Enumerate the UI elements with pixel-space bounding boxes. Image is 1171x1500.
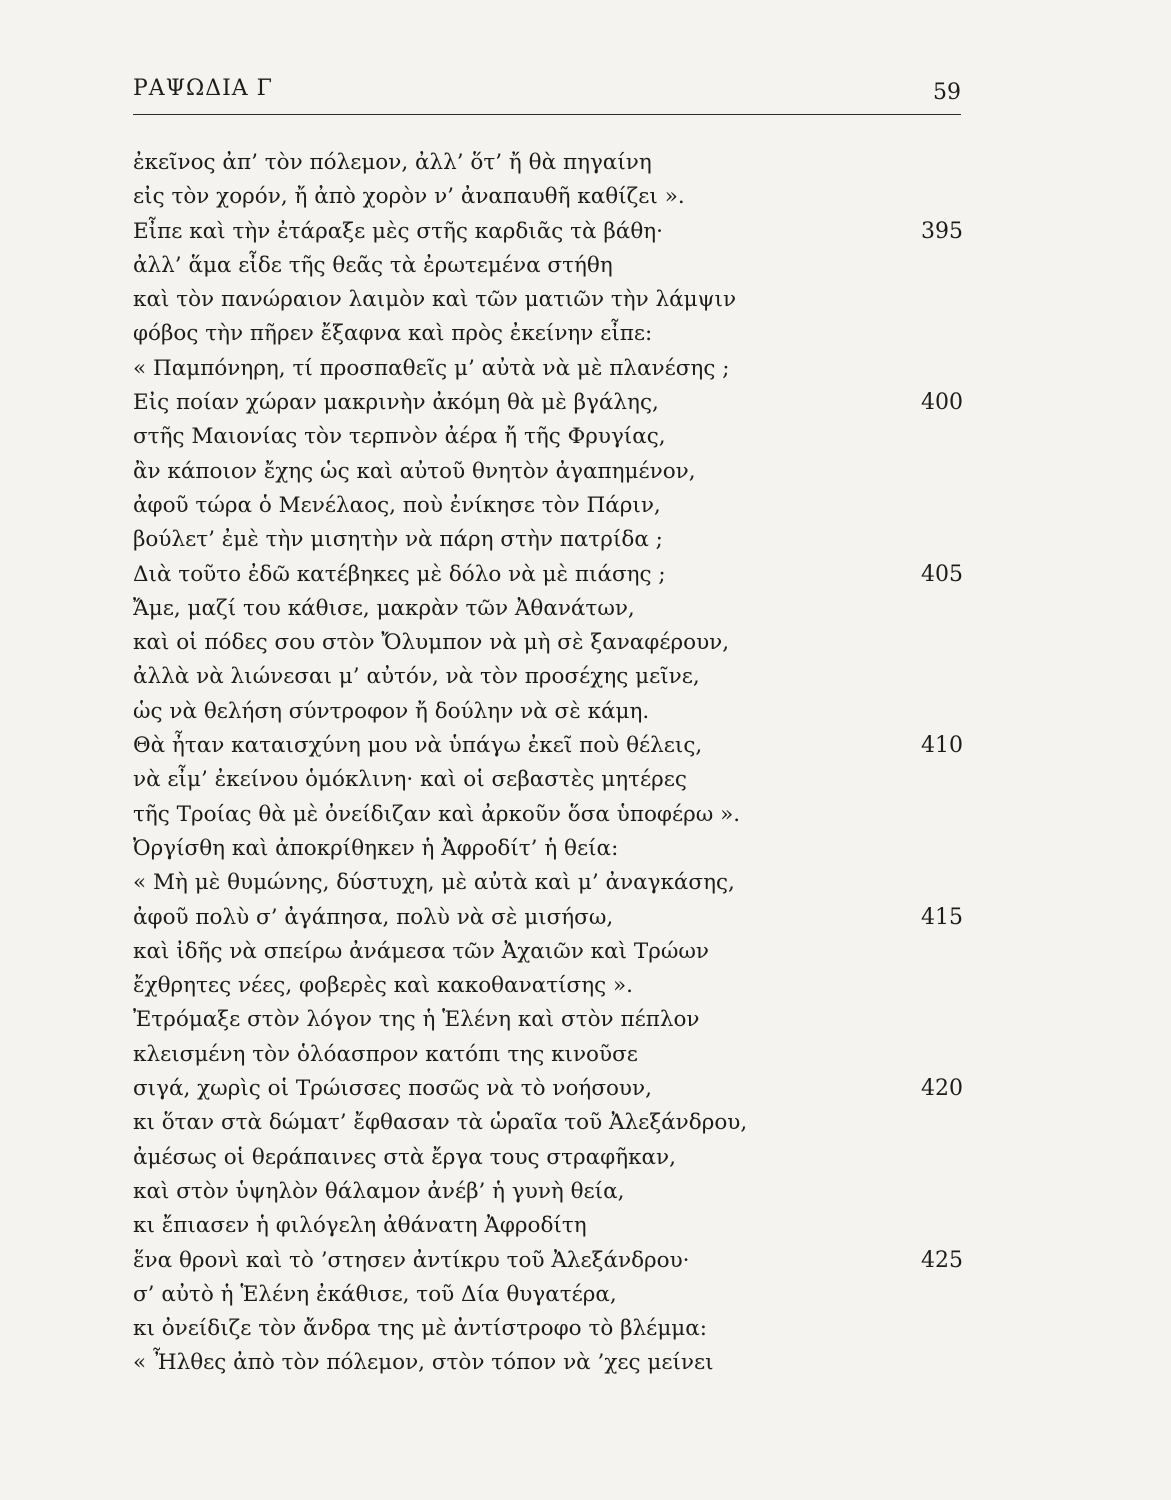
verse-line bbox=[133, 1312, 963, 1346]
verse-line bbox=[133, 832, 963, 866]
verse-line bbox=[133, 592, 963, 626]
verse-text: ἀλλ’ ἅμα εἶδε τῆς θεᾶς τὰ ἐρωτεμένα στήθη bbox=[133, 252, 613, 278]
verse-block bbox=[133, 146, 963, 1381]
verse-line bbox=[133, 969, 963, 1003]
verse-text: ἀφοῦ τώρα ὁ Μενέλαος, ποὺ ἐνίκησε τὸν Πάριν, bbox=[133, 492, 661, 518]
verse-text: Ἄμε, μαζί του κάθισε, μακρὰν τῶν Ἀθανάτων, bbox=[133, 595, 635, 621]
verse-text: ἀμέσως οἱ θεράπαινες στὰ ἔργα τους στραφῆκαν, bbox=[133, 1144, 676, 1170]
verse-text: κι ἔπιασεν ἡ φιλόγελη ἀθάνατη Ἀφροδίτη bbox=[133, 1213, 587, 1239]
line-number: 415 bbox=[921, 904, 963, 930]
verse-text: νὰ εἶμ’ ἐκείνου ὁμόκλινη· καὶ οἱ σεβαστὲς μητέρες bbox=[133, 767, 687, 793]
verse-line bbox=[133, 420, 963, 454]
verse-line bbox=[133, 1003, 963, 1037]
verse-line bbox=[133, 1072, 963, 1106]
verse-line bbox=[133, 180, 963, 214]
verse-line bbox=[133, 866, 963, 900]
verse-text: βούλετ’ ἐμὲ τὴν μισητὴν νὰ πάρη στὴν πατρίδα ; bbox=[133, 527, 663, 553]
verse-text: Ὀργίσθη καὶ ἀποκρίθηκεν ἡ Ἀφροδίτ’ ἡ θεία: bbox=[133, 835, 619, 861]
verse-line bbox=[133, 1141, 963, 1175]
verse-line bbox=[133, 249, 963, 283]
verse-text: ἔχθρητες νέες, φοβερὲς καὶ κακοθανατίσης ». bbox=[133, 973, 633, 999]
verse-text: Διὰ τοῦτο ἐδῶ κατέβηκες μὲ δόλο νὰ μὲ πιάσης ; bbox=[133, 561, 666, 587]
verse-text: κλεισμένη τὸν ὁλόασπρον κατόπι της κινοῦσε bbox=[133, 1041, 638, 1067]
verse-text: σιγά, χωρὶς οἱ Τρώισσες ποσῶς νὰ τὸ νοήσουν, bbox=[133, 1076, 652, 1102]
verse-text: τῆς Τροίας θὰ μὲ ὀνείδιζαν καὶ ἀρκοῦν ὅσα ὑποφέρω ». bbox=[133, 801, 741, 827]
verse-text: σ’ αὐτὸ ἡ Ἑλένη ἐκάθισε, τοῦ Δία θυγατέρα, bbox=[133, 1281, 617, 1307]
verse-line bbox=[133, 901, 963, 935]
verse-line bbox=[133, 352, 963, 386]
page-header bbox=[133, 70, 961, 115]
verse-line bbox=[133, 146, 963, 180]
verse-line bbox=[133, 1346, 963, 1380]
verse-text: Ἐτρόμαξε στὸν λόγον της ἡ Ἑλένη καὶ στὸν πέπλον bbox=[133, 1007, 700, 1033]
verse-text: καὶ ἰδῆς νὰ σπείρω ἀνάμεσα τῶν Ἀχαιῶν καὶ Τρώων bbox=[133, 938, 710, 964]
verse-line bbox=[133, 558, 963, 592]
verse-line bbox=[133, 763, 963, 797]
verse-text: καὶ τὸν πανώραιον λαιμὸν καὶ τῶν ματιῶν τὴν λάμψιν bbox=[133, 287, 737, 313]
verse-line bbox=[133, 798, 963, 832]
verse-text: ὡς νὰ θελήση σύντροφον ἤ δούλην νὰ σὲ κάμη. bbox=[133, 698, 650, 724]
verse-text: Εἰς ποίαν χώραν μακρινὴν ἀκόμη θὰ μὲ βγάλης, bbox=[133, 390, 659, 416]
verse-text: « Παμπόνηρη, τί προσπαθεῖς μ’ αὐτὰ νὰ μὲ πλανέσης ; bbox=[133, 355, 730, 381]
verse-text: ἀφοῦ πολὺ σ’ ἀγάπησα, πολὺ νὰ σὲ μισήσω, bbox=[133, 904, 614, 930]
verse-text: ἐκεῖνος ἀπ’ τὸν πόλεμον, ἀλλ’ ὅτ’ ἤ θὰ πηγαίνη bbox=[133, 150, 652, 175]
verse-line bbox=[133, 386, 963, 420]
verse-text: ἕνα θρονὶ καὶ τὸ ’στησεν ἀντίκρυ τοῦ Ἀλεξάνδρου· bbox=[133, 1247, 690, 1273]
running-head: ΡΑΨΩΔΙΑ Γ bbox=[133, 76, 273, 101]
verse-line bbox=[133, 215, 963, 249]
verse-text: εἰς τὸν χορόν, ἤ ἀπὸ χορὸν ν’ ἀναπαυθῆ καθίζει ». bbox=[133, 184, 685, 210]
verse-line bbox=[133, 729, 963, 763]
line-number: 425 bbox=[921, 1247, 963, 1273]
verse-text: στῆς Μαιονίας τὸν τερπνὸν ἀέρα ἤ τῆς Φρυγίας, bbox=[133, 424, 666, 450]
verse-text: Εἶπε καὶ τὴν ἐτάραξε μὲς στῆς καρδιᾶς τὰ βάθη· bbox=[133, 218, 663, 244]
verse-line bbox=[133, 489, 963, 523]
verse-text: καὶ οἱ πόδες σου στὸν Ὄλυμπον νὰ μὴ σὲ ξαναφέρουν, bbox=[133, 630, 730, 656]
verse-text: « Ἦλθες ἀπὸ τὸν πόλεμον, στὸν τόπον νὰ ’χες μείνει bbox=[133, 1350, 714, 1376]
verse-line bbox=[133, 660, 963, 694]
verse-line bbox=[133, 935, 963, 969]
verse-text: ἂν κάποιον ἔχης ὡς καὶ αὐτοῦ θνητὸν ἀγαπημένον, bbox=[133, 458, 696, 484]
verse-text: καὶ στὸν ὑψηλὸν θάλαμον ἀνέβ’ ἡ γυνὴ θεία, bbox=[133, 1178, 625, 1204]
line-number: 405 bbox=[921, 561, 963, 587]
verse-line bbox=[133, 1106, 963, 1140]
line-number: 420 bbox=[921, 1076, 963, 1102]
verse-line bbox=[133, 523, 963, 557]
verse-line bbox=[133, 1175, 963, 1209]
verse-line bbox=[133, 317, 963, 351]
page-number: 59 bbox=[933, 80, 961, 105]
verse-line bbox=[133, 626, 963, 660]
verse-line bbox=[133, 283, 963, 317]
verse-line bbox=[133, 1038, 963, 1072]
verse-text: « Μὴ μὲ θυμώνης, δύστυχη, μὲ αὐτὰ καὶ μ’ ἀναγκάσης, bbox=[133, 870, 735, 896]
verse-text: φόβος τὴν πῆρεν ἔξαφνα καὶ πρὸς ἐκείνην εἶπε: bbox=[133, 321, 653, 347]
line-number: 410 bbox=[921, 733, 963, 759]
verse-line bbox=[133, 455, 963, 489]
verse-line bbox=[133, 695, 963, 729]
line-number: 395 bbox=[921, 218, 963, 244]
verse-line bbox=[133, 1278, 963, 1312]
verse-line bbox=[133, 1209, 963, 1243]
verse-text: κι ὅταν στὰ δώματ’ ἔφθασαν τὰ ὡραῖα τοῦ Ἀλεξάνδρου, bbox=[133, 1110, 748, 1136]
verse-text: Θὰ ἦταν καταισχύνη μου νὰ ὑπάγω ἐκεῖ ποὺ θέλεις, bbox=[133, 733, 703, 759]
verse-text: ἀλλὰ νὰ λιώνεσαι μ’ αὐτόν, νὰ τὸν προσέχης μεῖνε, bbox=[133, 664, 700, 690]
line-number: 400 bbox=[921, 390, 963, 416]
verse-text: κι ὀνείδιζε τὸν ἄνδρα της μὲ ἀντίστροφο τὸ βλέμμα: bbox=[133, 1316, 708, 1342]
verse-line bbox=[133, 1244, 963, 1278]
